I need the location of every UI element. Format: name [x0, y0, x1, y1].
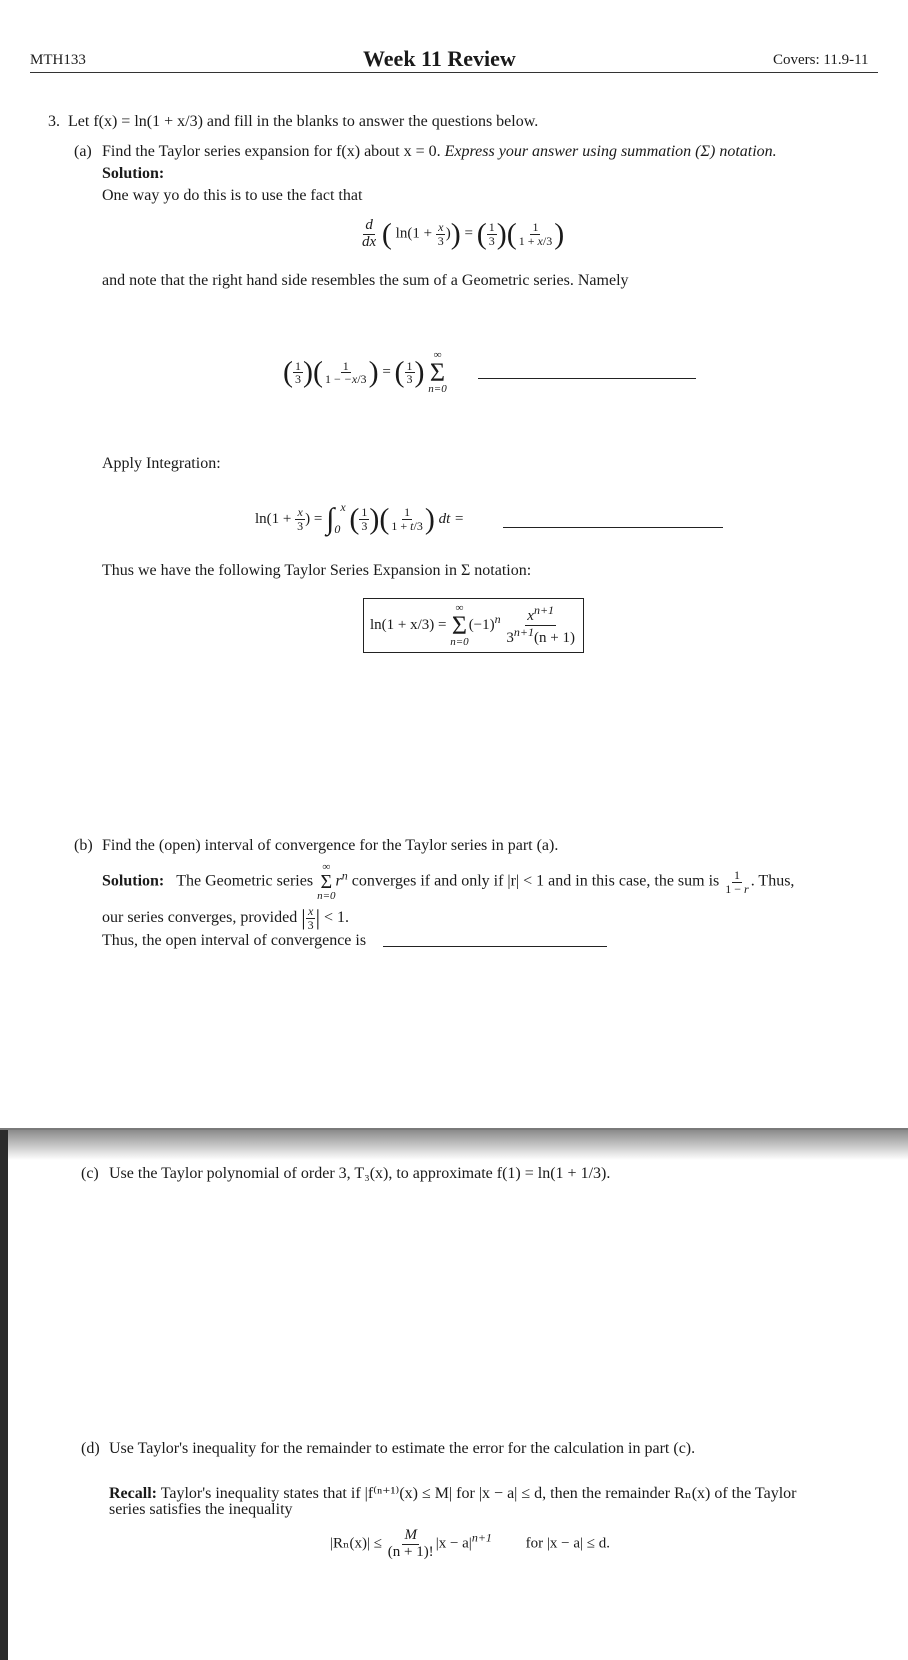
- part-b-converges-line: our series converges, provided | $\frac{x}{3}$ | < 1.: [102, 904, 350, 932]
- integration-dt: dt =: [438, 511, 465, 527]
- geometric-series-equation: ( $\frac{1}{3}$ )( $\frac{1}{1 - -x/3}$ ) = ( $\frac{1}{3}$ ) ∞ Σ n=0: [283, 349, 447, 396]
- final-sign: (−1): [468, 617, 495, 634]
- geo-sum-upper: ∞: [433, 349, 442, 361]
- part-a-solution-label: Solution:: [102, 165, 165, 182]
- part-b-sol-text3: . Thus,: [750, 872, 795, 890]
- left-margin-edge: [0, 1130, 8, 1660]
- final-exp-n: n: [494, 612, 501, 627]
- taylor-series-answer-box: ln(1 + x/3) = ∞ Σ n=0 $(-1)^n$ $\frac{x^{n+1}}{3^{n+1}(n + 1)}$: [363, 598, 584, 653]
- part-b-sol-text4: our series converges, provided: [102, 908, 298, 926]
- ineq-num: M: [404, 1527, 417, 1543]
- covers-label: Covers: 11.9-11: [773, 52, 869, 68]
- part-b-solution-line: Solution: The Geometric series ∞ Σ n=0 $r^n$ converges if and only if |r| < 1 and in this case, the sum is $\frac{1}{1 - r}$ . Thus,: [102, 861, 795, 902]
- ineq-exp: n+1: [471, 1530, 492, 1545]
- header-rule: [30, 72, 878, 73]
- page-two: [0, 1130, 908, 1660]
- geo-sum-lower: n=0: [428, 383, 447, 396]
- final-num-exp: n+1: [533, 603, 555, 618]
- part-b-sol-text5: < 1.: [324, 908, 350, 926]
- ineq-den: (n + 1)!: [387, 1543, 434, 1560]
- final-lhs: ln(1 + x/3) =: [370, 617, 451, 634]
- part-c-label: (c): [81, 1165, 99, 1182]
- part-a-question-emph: Express your answer using summation (Σ) notation.: [444, 143, 777, 160]
- part-b-sol-text1: The Geometric series: [176, 872, 314, 890]
- final-den-tail: (n + 1): [534, 630, 575, 647]
- part-b-label: (b): [74, 837, 93, 854]
- part-b-solution-label: Solution:: [102, 872, 165, 890]
- problem-intro: Let f(x) = ln(1 + x/3) and fill in the blanks to answer the questions below.: [68, 113, 539, 130]
- ineq-cond: for |x − a| ≤ d.: [525, 1535, 611, 1552]
- page-shadow: [0, 1130, 908, 1160]
- part-d-recall-text2: series satisfies the inequality: [109, 1501, 293, 1518]
- part-a-question: [102, 143, 777, 161]
- derivative-equation: $\frac{d}{dx}$ ( ln(1 + $\frac{x}{3}$ )) = ( $\frac{1}{3}$ )( $\frac{1}{1 + x/3}$ ): [362, 217, 565, 251]
- taylor-inequality: [330, 1528, 610, 1561]
- part-c-question: Use the Taylor polynomial of order 3, T₃(x), to approximate f(1) = ln(1 + 1/3).: [109, 1165, 611, 1182]
- geometric-series-blank[interactable]: [478, 378, 696, 379]
- final-num: x: [527, 608, 534, 625]
- course-code: MTH133: [30, 52, 86, 68]
- part-d-label: (d): [81, 1440, 100, 1457]
- integration-blank[interactable]: [503, 527, 723, 528]
- part-a-line2: and note that the right hand side resembles the sum of a Geometric series. Namely: [102, 272, 629, 289]
- page-title: Week 11 Review: [363, 46, 516, 71]
- ineq-tail: |x − a|: [435, 1535, 472, 1552]
- part-a-line1: One way yo do this is to use the fact that: [102, 187, 363, 204]
- interval-of-convergence-blank[interactable]: [383, 946, 607, 947]
- part-a-apply: Apply Integration:: [102, 455, 221, 472]
- part-a-question-text: Find the Taylor series expansion for f(x) about x = 0.: [102, 143, 441, 160]
- part-b-sol-text6: Thus, the open interval of convergence is: [102, 932, 367, 949]
- final-den-exp: n+1: [513, 625, 534, 640]
- part-b-sol-text2: converges if and only if |r| < 1 and in this case, the sum is: [351, 872, 720, 890]
- part-d-recall-label: Recall:: [109, 1485, 157, 1502]
- part-a-label: (a): [74, 143, 92, 160]
- final-den: 3: [506, 630, 514, 647]
- part-a-thus: Thus we have the following Taylor Series Expansion in Σ notation:: [102, 562, 532, 579]
- integration-lhs: ln(1 +: [255, 511, 296, 527]
- problem-number: 3.: [48, 113, 60, 130]
- part-d-question: Use Taylor's inequality for the remainder to estimate the error for the calculation in part (c).: [109, 1440, 696, 1457]
- part-d-recall-line1: [109, 1483, 796, 1503]
- part-d-recall-text1: Taylor's inequality states that if |f⁽ⁿ⁺¹⁾(x) ≤ M| for |x − a| ≤ d, then the remainder Rₙ(x) of the Taylor: [160, 1485, 797, 1502]
- ineq-lhs: |Rₙ(x)| ≤: [330, 1535, 382, 1552]
- integration-equation: ln(1 + $\frac{x}{3}$ ) = $\int_0^x$ ( $\frac{1}{3}$ )( $\frac{1}{1 + t/3}$ ) dt =: [255, 500, 465, 536]
- part-b-question: Find the (open) interval of convergence for the Taylor series in part (a).: [102, 837, 559, 854]
